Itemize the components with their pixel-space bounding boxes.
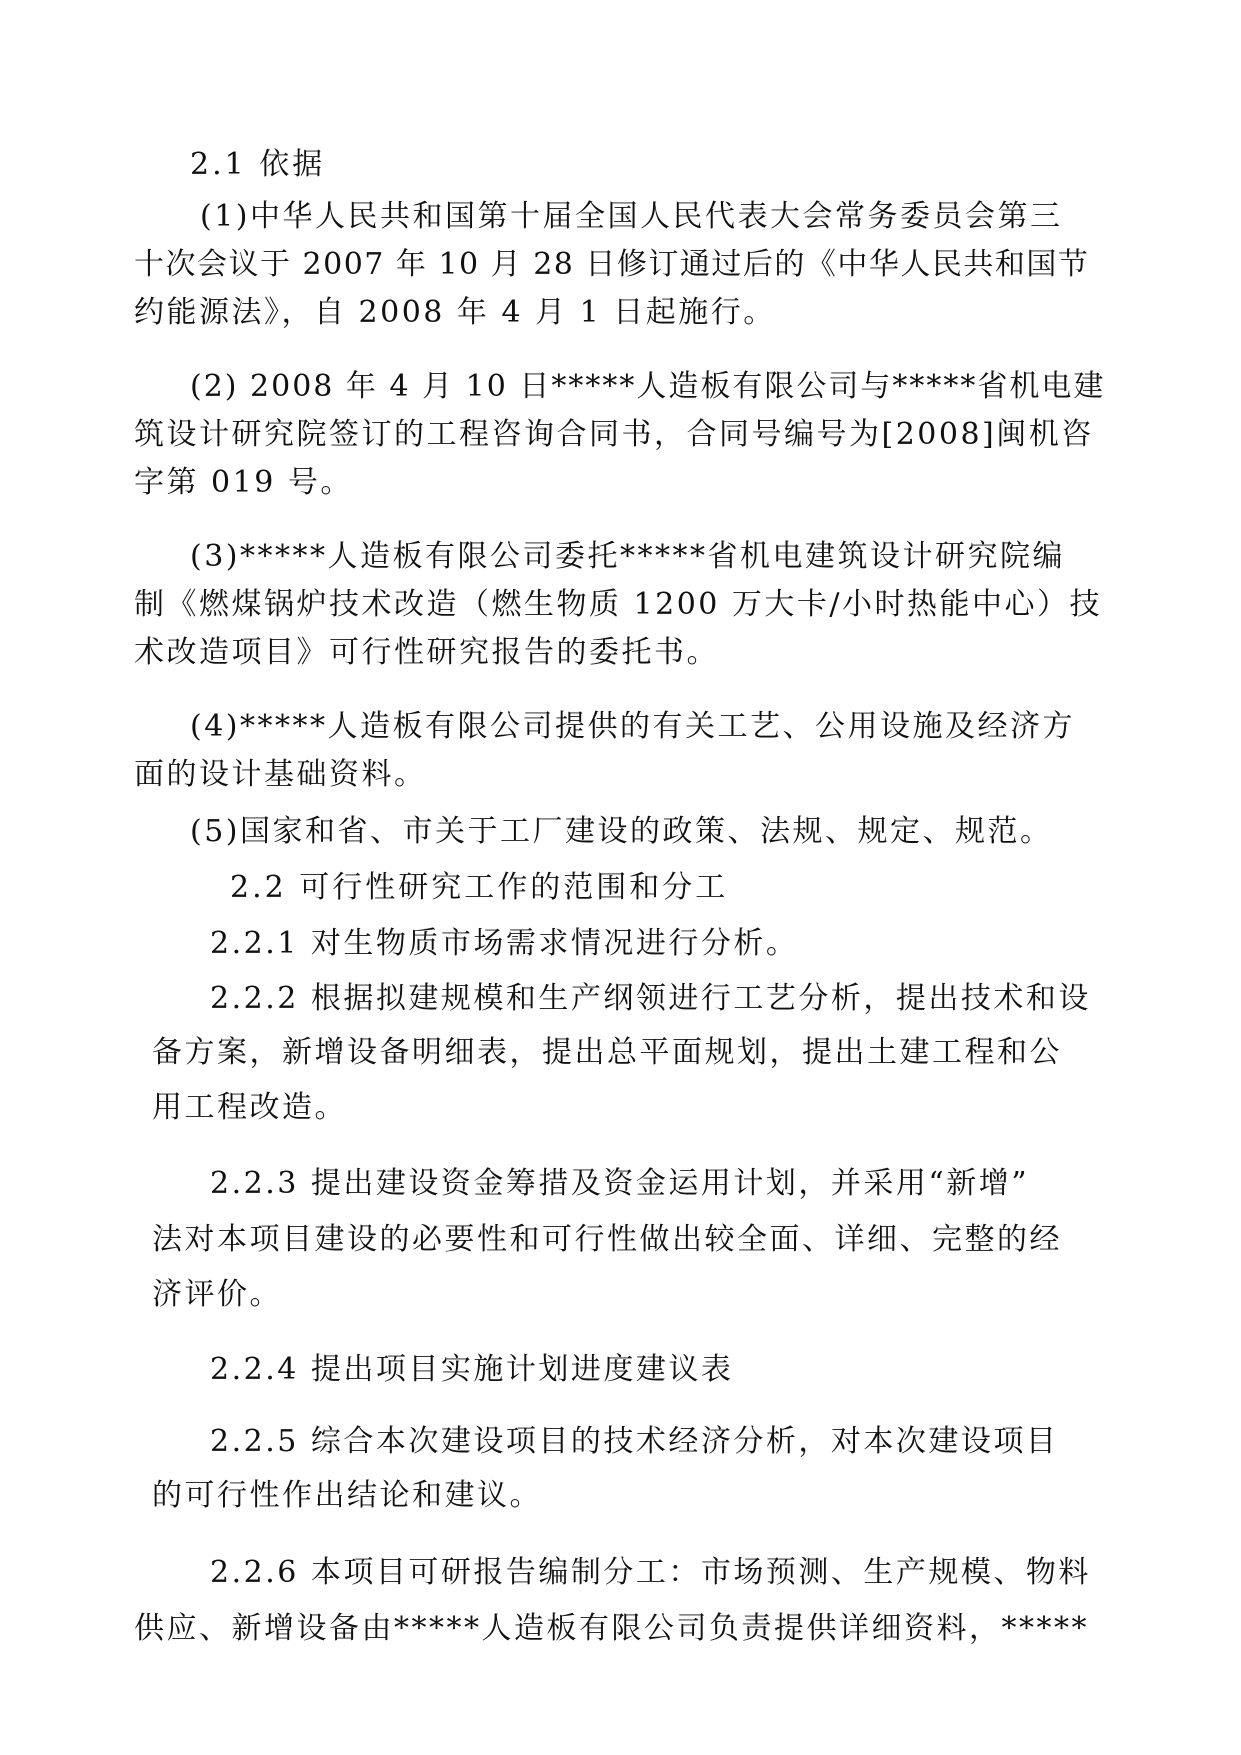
paragraph-line: 2.2.2 根据拟建规模和生产纲领进行工艺分析，提出技术和设 [210,981,1091,1016]
paragraph-line: 的可行性作出结论和建议。 [152,1478,542,1513]
paragraph-line: 字第 019 号。 [134,465,353,500]
paragraph-line: 约能源法》，自 2008 年 4 月 1 日起施行。 [134,295,776,330]
paragraph-line: 筑设计研究院签订的工程咨询合同书，合同号编号为[2008]闽机咨 [134,417,1094,452]
paragraph-line: 供应、新增设备由*****人造板有限公司负责提供详细资料，***** [134,1611,1089,1646]
paragraph-line: (1)中华人民共和国第十届全国人民代表大会常务委员会第三 [200,199,1063,234]
section-heading-2-1: 2.1 依据 [190,147,326,182]
paragraph-line: (2) 2008 年 4 月 10 日*****人造板有限公司与*****省机电建 [190,369,1106,404]
paragraph-line: (5)国家和省、市关于工厂建设的政策、法规、规定、规范。 [190,814,1053,849]
paragraph-line: 2.2.5 综合本次建设项目的技术经济分析，对本次建设项目 [210,1424,1059,1459]
paragraph-line: 用工程改造。 [152,1090,347,1125]
paragraph-line: (3)*****人造板有限公司委托*****省机电建筑设计研究院编 [190,539,1065,574]
paragraph-line: 2.2.3 提出建设资金筹措及资金运用计划，并采用“新增” [210,1166,1030,1201]
paragraph-line: 制《燃煤锅炉技术改造（燃生物质 1200 万大卡/小时热能中心）技 [134,587,1103,622]
paragraph-line: 2.2.1 对生物质市场需求情况进行分析。 [210,926,799,961]
paragraph-line: 法对本项目建设的必要性和可行性做出较全面、详细、完整的经 [152,1222,1062,1257]
paragraph-line: 济评价。 [152,1277,282,1312]
paragraph-line: 十次会议于 2007 年 10 月 28 日修订通过后的《中华人民共和国节 [134,247,1090,282]
paragraph-line: (4)*****人造板有限公司提供的有关工艺、公用设施及经济方 [190,709,1075,744]
section-heading-2-2: 2.2 可行性研究工作的范围和分工 [230,870,729,905]
paragraph-line: 面的设计基础资料。 [134,757,427,792]
paragraph-line: 2.2.6 本项目可研报告编制分工：市场预测、生产规模、物料 [210,1555,1091,1590]
paragraph-line: 术改造项目》可行性研究报告的委托书。 [134,635,719,670]
paragraph-line: 备方案，新增设备明细表，提出总平面规划，提出土建工程和公 [152,1035,1062,1070]
paragraph-line: 2.2.4 提出项目实施计划进度建议表 [210,1352,734,1387]
